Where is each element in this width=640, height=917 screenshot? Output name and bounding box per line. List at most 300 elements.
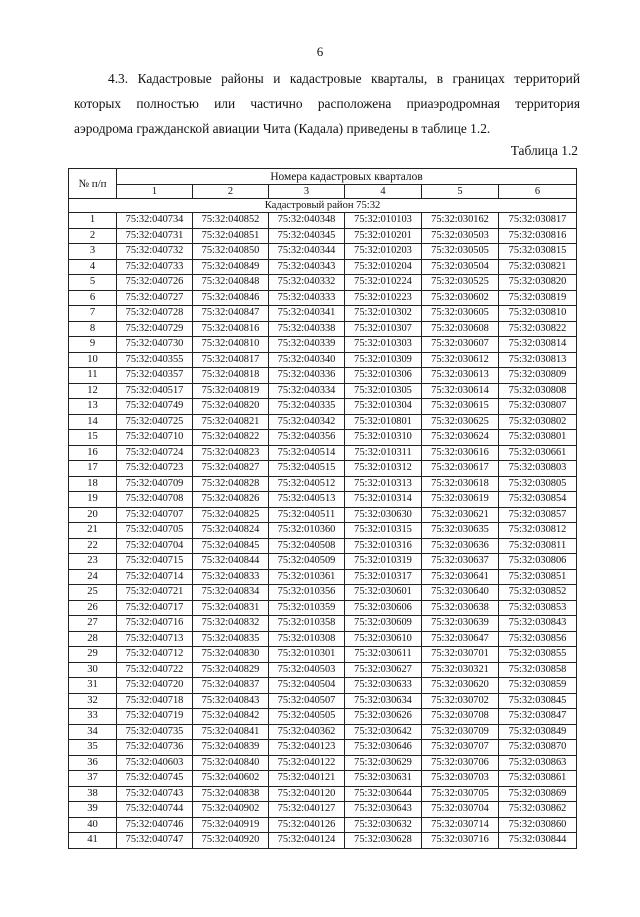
table-row (69, 228, 577, 244)
row-number: 19 (69, 492, 117, 508)
quarter-cell: 75:32:040509 (269, 554, 345, 570)
quarter-cell: 75:32:040828 (193, 476, 269, 492)
table-row (69, 213, 577, 229)
quarter-cell: 75:32:040333 (269, 290, 345, 306)
quarter-cell: 75:32:040841 (193, 724, 269, 740)
quarter-cell: 75:32:030611 (345, 647, 422, 663)
quarter-cell: 75:32:040710 (117, 430, 193, 446)
quarter-cell: 75:32:040849 (193, 259, 269, 275)
quarter-cell: 75:32:040514 (269, 445, 345, 461)
quarter-cell: 75:32:030844 (499, 833, 577, 849)
quarter-cell: 75:32:040728 (117, 306, 193, 322)
table-row (69, 662, 577, 678)
row-number: 28 (69, 631, 117, 647)
quarter-cell: 75:32:030637 (422, 554, 499, 570)
table-row (69, 507, 577, 523)
row-number: 31 (69, 678, 117, 694)
quarter-cell: 75:32:030609 (345, 616, 422, 632)
quarter-cell: 75:32:040355 (117, 352, 193, 368)
quarter-cell: 75:32:030613 (422, 368, 499, 384)
quarter-cell: 75:32:030806 (499, 554, 577, 570)
row-number: 20 (69, 507, 117, 523)
column-number: 6 (499, 185, 577, 199)
quarter-cell: 75:32:030608 (422, 321, 499, 337)
row-number: 35 (69, 740, 117, 756)
quarter-cell: 75:32:010224 (345, 275, 422, 291)
quarter-cell: 75:32:040817 (193, 352, 269, 368)
quarter-cell: 75:32:040357 (117, 368, 193, 384)
row-number: 30 (69, 662, 117, 678)
row-number: 18 (69, 476, 117, 492)
page-number: 6 (316, 44, 324, 59)
quarter-cell: 75:32:030861 (499, 771, 577, 787)
row-number: 11 (69, 368, 117, 384)
table-row (69, 275, 577, 291)
table-row (69, 290, 577, 306)
table-row (69, 414, 577, 430)
quarter-cell: 75:32:040919 (193, 817, 269, 833)
quarter-cell: 75:32:030708 (422, 709, 499, 725)
quarter-cell: 75:32:030855 (499, 647, 577, 663)
quarter-cell: 75:32:040123 (269, 740, 345, 756)
table-row (69, 368, 577, 384)
quarter-cell: 75:32:040846 (193, 290, 269, 306)
row-number: 4 (69, 259, 117, 275)
quarter-cell: 75:32:030843 (499, 616, 577, 632)
column-number: 5 (422, 185, 499, 199)
quarter-cell: 75:32:010303 (345, 337, 422, 353)
quarter-cell: 75:32:030503 (422, 228, 499, 244)
quarter-cell: 75:32:040744 (117, 802, 193, 818)
quarter-cell: 75:32:040920 (193, 833, 269, 849)
quarter-cell: 75:32:030505 (422, 244, 499, 260)
quarter-cell: 75:32:040712 (117, 647, 193, 663)
quarter-cell: 75:32:030606 (345, 600, 422, 616)
table-row (69, 616, 577, 632)
quarter-cell: 75:32:040835 (193, 631, 269, 647)
quarter-cell: 75:32:030805 (499, 476, 577, 492)
table-row (69, 492, 577, 508)
quarter-cell: 75:32:040827 (193, 461, 269, 477)
quarter-cell: 75:32:040724 (117, 445, 193, 461)
table-row (69, 709, 577, 725)
quarter-cell: 75:32:030612 (422, 352, 499, 368)
quarter-cell: 75:32:030642 (345, 724, 422, 740)
table-row (69, 523, 577, 539)
quarter-cell: 75:32:040505 (269, 709, 345, 725)
quarter-cell: 75:32:030870 (499, 740, 577, 756)
quarter-cell: 75:32:030639 (422, 616, 499, 632)
quarter-cell: 75:32:010103 (345, 213, 422, 229)
quarter-cell: 75:32:040852 (193, 213, 269, 229)
quarter-cell: 75:32:030705 (422, 786, 499, 802)
row-number: 37 (69, 771, 117, 787)
quarter-cell: 75:32:010358 (269, 616, 345, 632)
quarter-cell: 75:32:040344 (269, 244, 345, 260)
quarter-cell: 75:32:040719 (117, 709, 193, 725)
quarter-cell: 75:32:040121 (269, 771, 345, 787)
quarter-cell: 75:32:010310 (345, 430, 422, 446)
quarter-cell: 75:32:030845 (499, 693, 577, 709)
quarter-cell: 75:32:010308 (269, 631, 345, 647)
quarter-cell: 75:32:040821 (193, 414, 269, 430)
quarter-cell: 75:32:030822 (499, 321, 577, 337)
quarter-cell: 75:32:010360 (269, 523, 345, 539)
quarter-cell: 75:32:010307 (345, 321, 422, 337)
quarter-cell: 75:32:040838 (193, 786, 269, 802)
quarter-cell: 75:32:030644 (345, 786, 422, 802)
quarter-cell: 75:32:030859 (499, 678, 577, 694)
quarter-cell: 75:32:030620 (422, 678, 499, 694)
quarter-cell: 75:32:030647 (422, 631, 499, 647)
table-row (69, 321, 577, 337)
quarter-cell: 75:32:030853 (499, 600, 577, 616)
quarter-cell: 75:32:040825 (193, 507, 269, 523)
quarter-cell: 75:32:040824 (193, 523, 269, 539)
quarter-cell: 75:32:010305 (345, 383, 422, 399)
row-number: 15 (69, 430, 117, 446)
quarter-cell: 75:32:010317 (345, 569, 422, 585)
quarter-cell: 75:32:030607 (422, 337, 499, 353)
table-row (69, 554, 577, 570)
quarter-cell: 75:32:030703 (422, 771, 499, 787)
row-number: 25 (69, 585, 117, 601)
column-number: 1 (117, 185, 193, 199)
quarter-cell: 75:32:010361 (269, 569, 345, 585)
quarter-cell: 75:32:040820 (193, 399, 269, 415)
quarter-cell: 75:32:030858 (499, 662, 577, 678)
row-number: 17 (69, 461, 117, 477)
row-number: 21 (69, 523, 117, 539)
quarter-cell: 75:32:030626 (345, 709, 422, 725)
quarter-cell: 75:32:040732 (117, 244, 193, 260)
row-number: 7 (69, 306, 117, 322)
quarter-cell: 75:32:030812 (499, 523, 577, 539)
quarter-cell: 75:32:040120 (269, 786, 345, 802)
quarter-cell: 75:32:010301 (269, 647, 345, 663)
quarter-cell: 75:32:040839 (193, 740, 269, 756)
quarter-cell: 75:32:030821 (499, 259, 577, 275)
table-row (69, 817, 577, 833)
quarter-cell: 75:32:030630 (345, 507, 422, 523)
quarter-cell: 75:32:030640 (422, 585, 499, 601)
quarter-cell: 75:32:030851 (499, 569, 577, 585)
quarter-cell: 75:32:040517 (117, 383, 193, 399)
row-number: 16 (69, 445, 117, 461)
table-row (69, 755, 577, 771)
row-number: 39 (69, 802, 117, 818)
quarter-cell: 75:32:040749 (117, 399, 193, 415)
quarter-cell: 75:32:030847 (499, 709, 577, 725)
quarter-cell: 75:32:030813 (499, 352, 577, 368)
table-row (69, 399, 577, 415)
quarter-cell: 75:32:030809 (499, 368, 577, 384)
intro-line-1: 4.3. Кадастровые районы и кадастровые кварталы, в границах территорий (108, 71, 580, 86)
table-row (69, 802, 577, 818)
table-row (69, 740, 577, 756)
quarter-cell: 75:32:010302 (345, 306, 422, 322)
quarter-cell: 75:32:030704 (422, 802, 499, 818)
table-row (69, 430, 577, 446)
quarter-cell: 75:32:030820 (499, 275, 577, 291)
quarter-cell: 75:32:040735 (117, 724, 193, 740)
quarter-cell: 75:32:040602 (193, 771, 269, 787)
quarter-cell: 75:32:040707 (117, 507, 193, 523)
quarter-cell: 75:32:030162 (422, 213, 499, 229)
quarter-cell: 75:32:030615 (422, 399, 499, 415)
table-row (69, 585, 577, 601)
quarter-cell: 75:32:030635 (422, 523, 499, 539)
quarter-cell: 75:32:040338 (269, 321, 345, 337)
quarter-cell: 75:32:040507 (269, 693, 345, 709)
intro-paragraph (74, 66, 580, 141)
quarter-cell: 75:32:030641 (422, 569, 499, 585)
row-number: 27 (69, 616, 117, 632)
quarter-cell: 75:32:040851 (193, 228, 269, 244)
quarter-cell: 75:32:030819 (499, 290, 577, 306)
row-number: 14 (69, 414, 117, 430)
quarter-cell: 75:32:030634 (345, 693, 422, 709)
quarter-cell: 75:32:030636 (422, 538, 499, 554)
quarter-cell: 75:32:030815 (499, 244, 577, 260)
quarter-cell: 75:32:040713 (117, 631, 193, 647)
quarter-cell: 75:32:040127 (269, 802, 345, 818)
quarter-cell: 75:32:030716 (422, 833, 499, 849)
quarter-cell: 75:32:040833 (193, 569, 269, 585)
quarter-cell: 75:32:030661 (499, 445, 577, 461)
quarter-cell: 75:32:040736 (117, 740, 193, 756)
quarter-cell: 75:32:010801 (345, 414, 422, 430)
table-row (69, 352, 577, 368)
quarter-cell: 75:32:040727 (117, 290, 193, 306)
quarter-cell: 75:32:030862 (499, 802, 577, 818)
quarter-cell: 75:32:040819 (193, 383, 269, 399)
quarter-cell: 75:32:040603 (117, 755, 193, 771)
quarter-cell: 75:32:030802 (499, 414, 577, 430)
quarter-cell: 75:32:040345 (269, 228, 345, 244)
quarter-cell: 75:32:030811 (499, 538, 577, 554)
quarter-cell: 75:32:010203 (345, 244, 422, 260)
quarter-cell: 75:32:030525 (422, 275, 499, 291)
column-number: 4 (345, 185, 422, 199)
row-number: 23 (69, 554, 117, 570)
table-row (69, 724, 577, 740)
quarter-cell: 75:32:030709 (422, 724, 499, 740)
table-row (69, 337, 577, 353)
table-row (69, 244, 577, 260)
row-number: 9 (69, 337, 117, 353)
quarter-cell: 75:32:030702 (422, 693, 499, 709)
quarter-cell: 75:32:010313 (345, 476, 422, 492)
table-row (69, 786, 577, 802)
quarter-cell: 75:32:040734 (117, 213, 193, 229)
row-number: 3 (69, 244, 117, 260)
quarter-cell: 75:32:040339 (269, 337, 345, 353)
quarter-cell: 75:32:040823 (193, 445, 269, 461)
quarter-cell: 75:32:030869 (499, 786, 577, 802)
quarter-cell: 75:32:030601 (345, 585, 422, 601)
quarter-cell: 75:32:040832 (193, 616, 269, 632)
quarter-cell: 75:32:040336 (269, 368, 345, 384)
quarter-cell: 75:32:030605 (422, 306, 499, 322)
table-row (69, 833, 577, 849)
quarter-cell: 75:32:030817 (499, 213, 577, 229)
intro-line-3: аэродрома гражданской авиации Чита (Кадала) приведены в таблице 1.2. (74, 121, 491, 136)
table-row (69, 569, 577, 585)
quarter-cell: 75:32:010316 (345, 538, 422, 554)
row-number: 29 (69, 647, 117, 663)
quarter-cell: 75:32:030863 (499, 755, 577, 771)
row-number: 24 (69, 569, 117, 585)
quarter-cell: 75:32:030621 (422, 507, 499, 523)
table-row (69, 678, 577, 694)
row-number: 34 (69, 724, 117, 740)
quarter-cell: 75:32:010319 (345, 554, 422, 570)
quarter-cell: 75:32:040362 (269, 724, 345, 740)
table-row (69, 306, 577, 322)
quarter-cell: 75:32:030504 (422, 259, 499, 275)
quarter-cell: 75:32:010204 (345, 259, 422, 275)
quarter-cell: 75:32:030849 (499, 724, 577, 740)
quarter-cell: 75:32:040745 (117, 771, 193, 787)
quarter-cell: 75:32:030706 (422, 755, 499, 771)
quarter-cell: 75:32:040503 (269, 662, 345, 678)
quarter-cell: 75:32:040704 (117, 538, 193, 554)
quarter-cell: 75:32:040511 (269, 507, 345, 523)
quarter-cell: 75:32:040848 (193, 275, 269, 291)
row-number: 40 (69, 817, 117, 833)
quarter-cell: 75:32:010314 (345, 492, 422, 508)
table-label: Таблица 1.2 (510, 143, 578, 158)
table-row (69, 461, 577, 477)
quarter-cell: 75:32:030629 (345, 755, 422, 771)
quarter-cell: 75:32:030852 (499, 585, 577, 601)
quarter-cell: 75:32:040716 (117, 616, 193, 632)
quarter-cell: 75:32:040837 (193, 678, 269, 694)
quarter-cell: 75:32:010356 (269, 585, 345, 601)
quarter-cell: 75:32:040720 (117, 678, 193, 694)
quarter-cell: 75:32:040818 (193, 368, 269, 384)
quarter-cell: 75:32:030857 (499, 507, 577, 523)
quarter-cell: 75:32:040356 (269, 430, 345, 446)
quarter-cell: 75:32:040504 (269, 678, 345, 694)
quarter-cell: 75:32:040340 (269, 352, 345, 368)
table-row (69, 600, 577, 616)
quarter-cell: 75:32:030632 (345, 817, 422, 833)
quarter-cell: 75:32:040743 (117, 786, 193, 802)
quarter-cell: 75:32:040723 (117, 461, 193, 477)
row-number: 36 (69, 755, 117, 771)
table-body (69, 199, 577, 849)
quarter-cell: 75:32:030816 (499, 228, 577, 244)
quarter-cell: 75:32:010315 (345, 523, 422, 539)
row-number: 2 (69, 228, 117, 244)
table-row (69, 647, 577, 663)
quarter-cell: 75:32:040714 (117, 569, 193, 585)
row-number: 22 (69, 538, 117, 554)
quarter-cell: 75:32:010309 (345, 352, 422, 368)
table-row (69, 383, 577, 399)
quarter-cell: 75:32:030854 (499, 492, 577, 508)
quarter-cell: 75:32:040705 (117, 523, 193, 539)
table-row (69, 259, 577, 275)
intro-line-2: которых полностью или частично расположена приаэродромная территория (74, 96, 580, 111)
row-number: 8 (69, 321, 117, 337)
quarter-cell: 75:32:030618 (422, 476, 499, 492)
table-row (69, 476, 577, 492)
row-number: 13 (69, 399, 117, 415)
quarter-cell: 75:32:040831 (193, 600, 269, 616)
cadastral-quarters-table (68, 168, 577, 849)
quarter-cell: 75:32:010223 (345, 290, 422, 306)
quarter-cell: 75:32:040721 (117, 585, 193, 601)
header-column-numbers (69, 185, 577, 199)
quarter-cell: 75:32:040124 (269, 833, 345, 849)
quarter-cell: 75:32:040718 (117, 693, 193, 709)
quarter-cell: 75:32:030631 (345, 771, 422, 787)
quarter-cell: 75:32:030617 (422, 461, 499, 477)
quarter-cell: 75:32:040343 (269, 259, 345, 275)
column-number: 2 (193, 185, 269, 199)
quarter-cell: 75:32:030610 (345, 631, 422, 647)
header-row-number: № п/п (69, 169, 117, 199)
quarter-cell: 75:32:040348 (269, 213, 345, 229)
quarter-cell: 75:32:040341 (269, 306, 345, 322)
row-number: 6 (69, 290, 117, 306)
quarter-cell: 75:32:010201 (345, 228, 422, 244)
quarter-cell: 75:32:040730 (117, 337, 193, 353)
table-row (69, 538, 577, 554)
quarter-cell: 75:32:030627 (345, 662, 422, 678)
row-number: 5 (69, 275, 117, 291)
row-number: 33 (69, 709, 117, 725)
quarter-cell: 75:32:040829 (193, 662, 269, 678)
quarter-cell: 75:32:030803 (499, 461, 577, 477)
quarter-cell: 75:32:030856 (499, 631, 577, 647)
quarter-cell: 75:32:030808 (499, 383, 577, 399)
row-number: 10 (69, 352, 117, 368)
quarter-cell: 75:32:030633 (345, 678, 422, 694)
row-number: 38 (69, 786, 117, 802)
quarter-cell: 75:32:030707 (422, 740, 499, 756)
quarter-cell: 75:32:030321 (422, 662, 499, 678)
quarter-cell: 75:32:030625 (422, 414, 499, 430)
quarter-cell: 75:32:040726 (117, 275, 193, 291)
quarter-cell: 75:32:030638 (422, 600, 499, 616)
header-quarter-numbers: Номера кадастровых кварталов (117, 169, 577, 185)
quarter-cell: 75:32:040335 (269, 399, 345, 415)
quarter-cell: 75:32:030646 (345, 740, 422, 756)
quarter-cell: 75:32:040515 (269, 461, 345, 477)
quarter-cell: 75:32:010312 (345, 461, 422, 477)
quarter-cell: 75:32:030624 (422, 430, 499, 446)
table-row (69, 631, 577, 647)
quarter-cell: 75:32:030616 (422, 445, 499, 461)
quarter-cell: 75:32:040722 (117, 662, 193, 678)
quarter-cell: 75:32:030614 (422, 383, 499, 399)
quarter-cell: 75:32:040840 (193, 755, 269, 771)
quarter-cell: 75:32:030619 (422, 492, 499, 508)
quarter-cell: 75:32:030807 (499, 399, 577, 415)
row-number: 41 (69, 833, 117, 849)
quarter-cell: 75:32:040816 (193, 321, 269, 337)
quarter-cell: 75:32:040834 (193, 585, 269, 601)
quarter-cell: 75:32:040842 (193, 709, 269, 725)
quarter-cell: 75:32:040342 (269, 414, 345, 430)
quarter-cell: 75:32:030643 (345, 802, 422, 818)
quarter-cell: 75:32:040810 (193, 337, 269, 353)
quarter-cell: 75:32:040843 (193, 693, 269, 709)
